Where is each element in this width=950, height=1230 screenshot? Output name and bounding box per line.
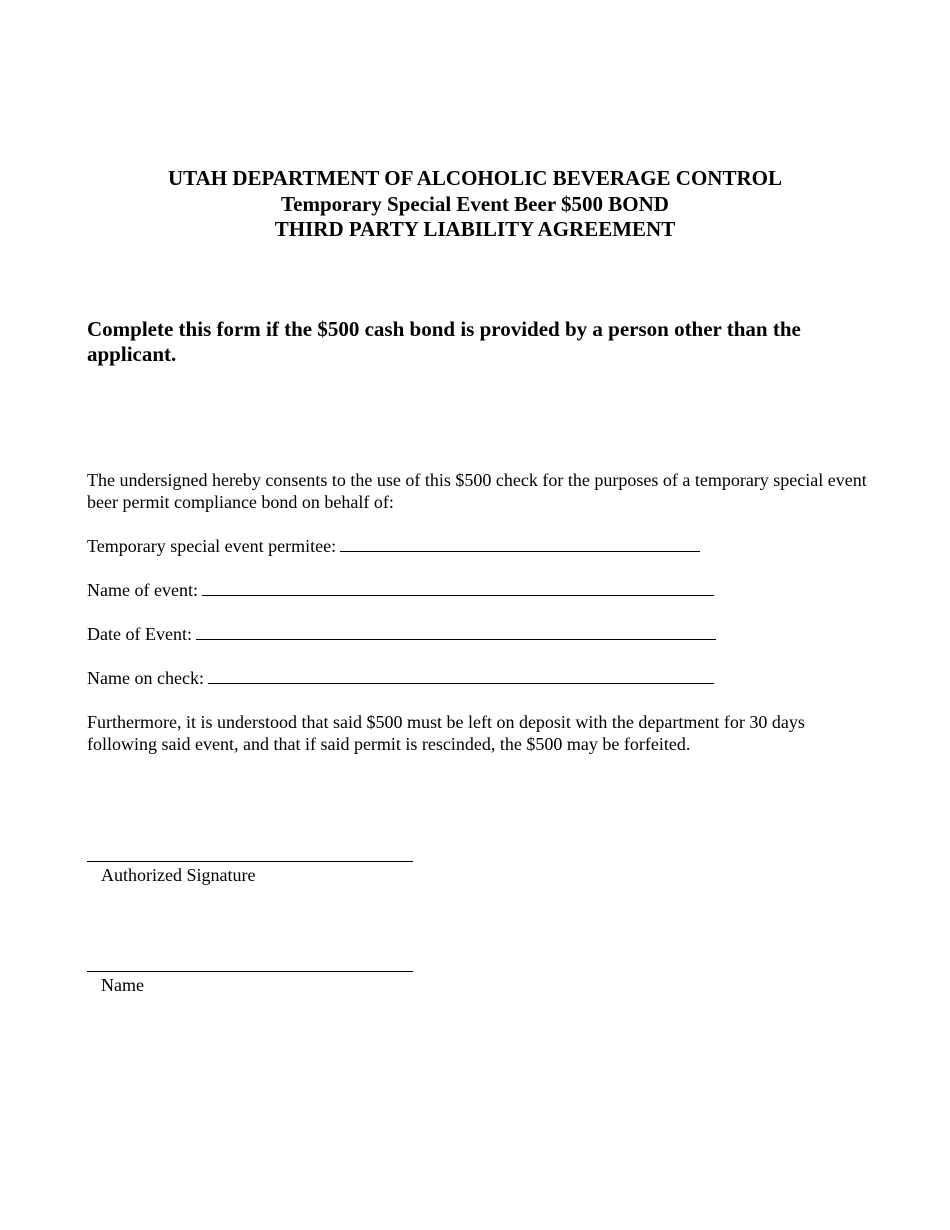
event-date-field xyxy=(87,623,716,645)
event-name-label: Name of event: xyxy=(87,580,198,600)
permitee-label: Temporary special event permitee: xyxy=(87,536,337,556)
event-name-input-line[interactable] xyxy=(202,580,714,596)
form-instruction: Complete this form if the $500 cash bond is provided by a person other than the applicant. xyxy=(87,317,801,366)
form-subtitle: Temporary Special Event Beer $500 BOND xyxy=(281,191,669,216)
event-date-label: Date of Event: xyxy=(87,624,192,644)
agency-title: UTAH DEPARTMENT OF ALCOHOLIC BEVERAGE CONTROL xyxy=(168,166,782,190)
check-name-input-line[interactable] xyxy=(208,668,714,684)
authorized-signature-line[interactable] xyxy=(87,861,413,862)
consent-paragraph: The undersigned hereby consents to the use of this $500 check for the purposes of a temporary special event beer permit compliance bond on behalf of: xyxy=(87,470,867,512)
permitee-input-line[interactable] xyxy=(340,536,700,552)
agreement-title: THIRD PARTY LIABILITY AGREEMENT xyxy=(274,217,676,241)
permitee-field xyxy=(87,535,700,557)
name-signature-label: Name xyxy=(101,975,144,995)
authorized-signature-label: Authorized Signature xyxy=(101,865,256,885)
check-name-field xyxy=(87,667,714,689)
form-header xyxy=(0,166,950,243)
event-name-field xyxy=(87,579,714,601)
event-date-input-line[interactable] xyxy=(196,624,716,640)
check-name-label: Name on check: xyxy=(87,668,204,688)
deposit-terms-paragraph: Furthermore, it is understood that said $500 must be left on deposit with the department for 30 days following said event, and that if said permit is rescinded, the $500 may be forfeited. xyxy=(87,712,805,754)
name-signature-line[interactable] xyxy=(87,971,413,972)
